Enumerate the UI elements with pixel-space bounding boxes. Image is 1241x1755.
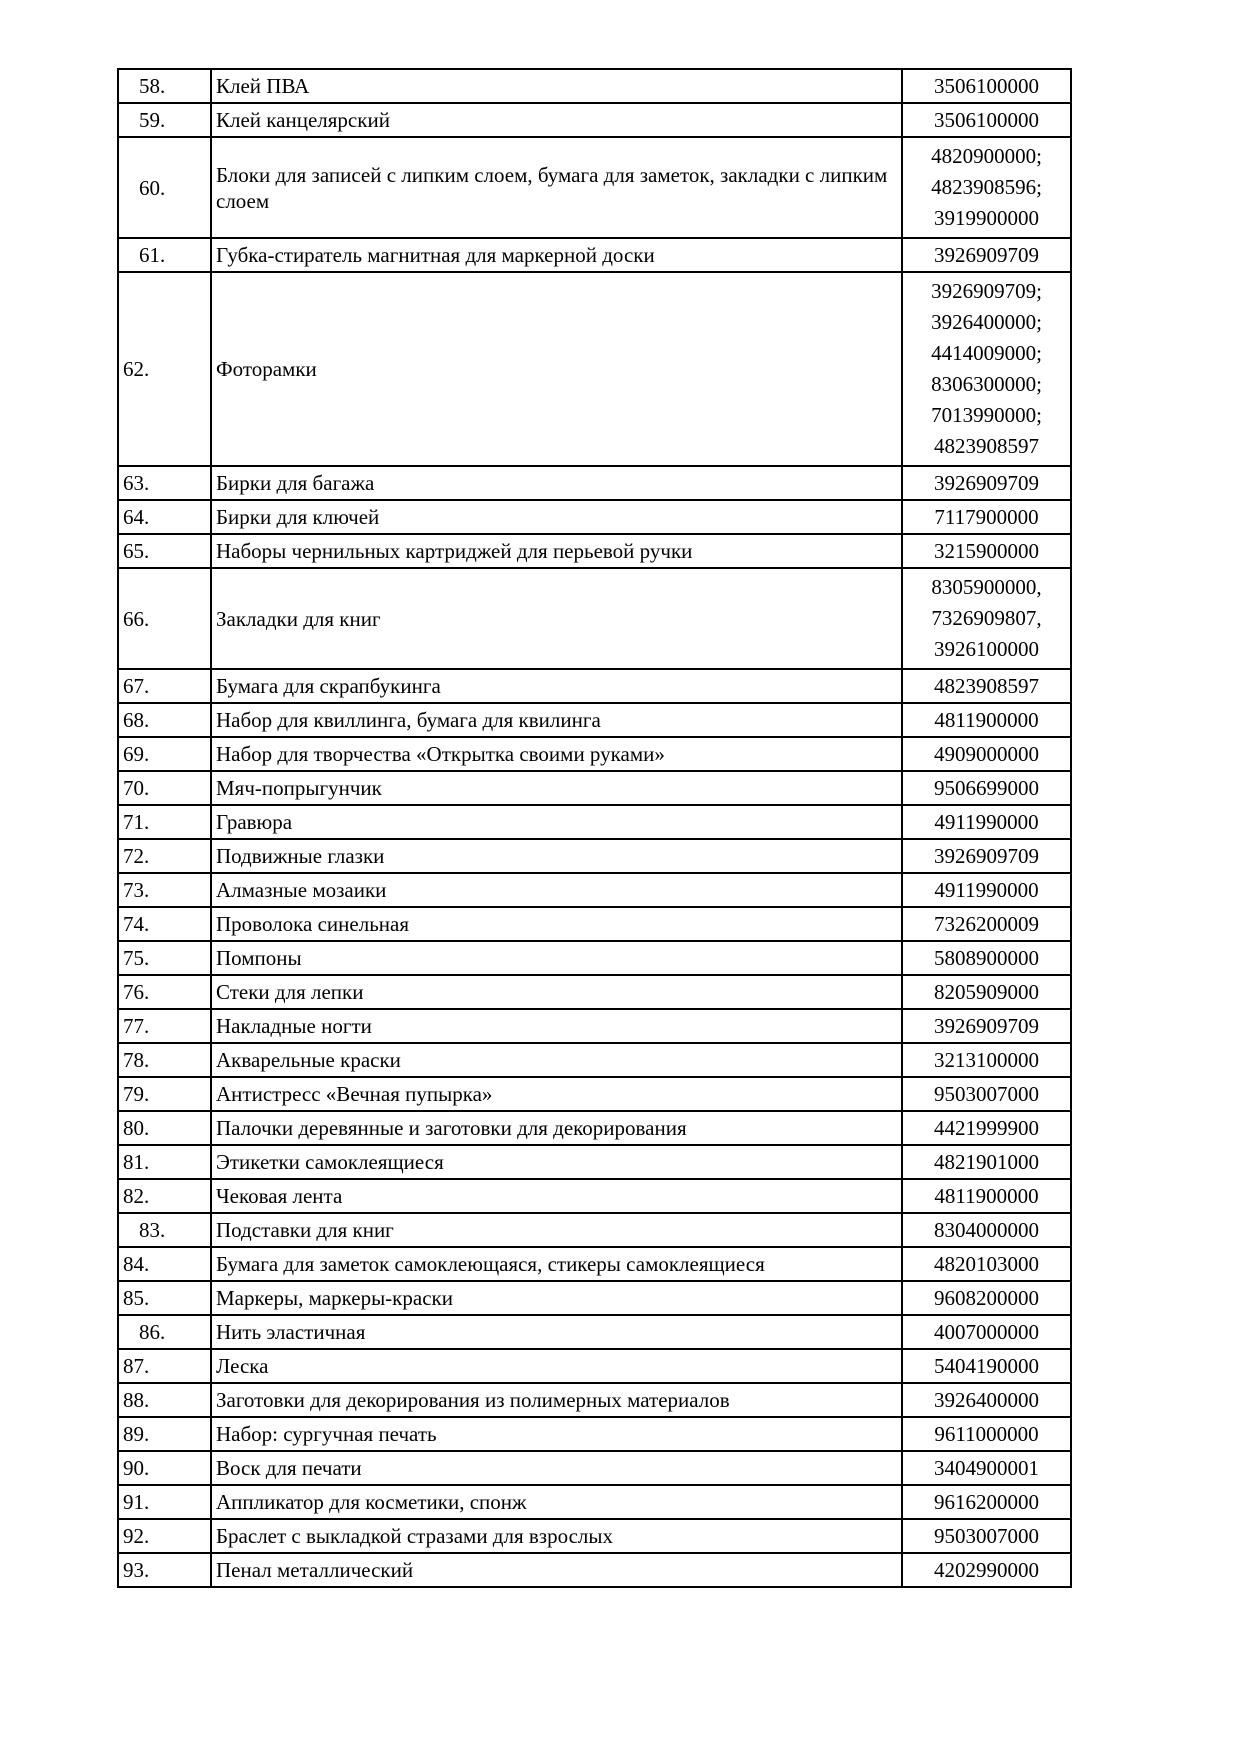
table-row bbox=[118, 907, 1071, 941]
item-code-cell bbox=[902, 69, 1071, 103]
item-code-cell bbox=[902, 907, 1071, 941]
row-number-cell: 62. bbox=[118, 272, 211, 466]
item-name-cell: Воск для печати bbox=[211, 1451, 902, 1485]
code-line: 9611000000 bbox=[934, 1422, 1039, 1446]
table-row bbox=[118, 1111, 1071, 1145]
item-code-cell bbox=[902, 1485, 1071, 1519]
code-line: 4820900000; bbox=[931, 144, 1042, 168]
code-line: 4911990000 bbox=[934, 878, 1039, 902]
code-line: 9506699000 bbox=[934, 776, 1039, 800]
table-row bbox=[118, 1383, 1071, 1417]
table-row bbox=[118, 1553, 1071, 1587]
item-name-cell: Этикетки самоклеящиеся bbox=[211, 1145, 902, 1179]
item-name-cell: Набор для квиллинга, бумага для квилинга bbox=[211, 703, 902, 737]
item-name-cell: Клей канцелярский bbox=[211, 103, 902, 137]
code-line: 7013990000; bbox=[931, 403, 1042, 427]
row-number-cell: 89. bbox=[118, 1417, 211, 1451]
row-number-cell: 65. bbox=[118, 534, 211, 568]
table-row bbox=[118, 737, 1071, 771]
row-number-cell: 80. bbox=[118, 1111, 211, 1145]
row-number-cell: 60. bbox=[118, 137, 211, 238]
item-code-cell bbox=[902, 805, 1071, 839]
table-row bbox=[118, 466, 1071, 500]
row-number-cell: 84. bbox=[118, 1247, 211, 1281]
row-number-cell: 59. bbox=[118, 103, 211, 137]
table-row bbox=[118, 771, 1071, 805]
code-line: 9608200000 bbox=[934, 1286, 1039, 1310]
item-code-cell bbox=[902, 466, 1071, 500]
row-number-cell: 87. bbox=[118, 1349, 211, 1383]
table-row bbox=[118, 703, 1071, 737]
row-number-cell: 79. bbox=[118, 1077, 211, 1111]
row-number-cell: 69. bbox=[118, 737, 211, 771]
code-line: 3926909709 bbox=[934, 1014, 1039, 1038]
item-name-cell: Фоторамки bbox=[211, 272, 902, 466]
item-name-cell: Леска bbox=[211, 1349, 902, 1383]
code-line: 4811900000 bbox=[934, 1184, 1039, 1208]
item-name-cell: Аппликатор для косметики, спонж bbox=[211, 1485, 902, 1519]
item-code-cell bbox=[902, 703, 1071, 737]
item-name-cell: Подставки для книг bbox=[211, 1213, 902, 1247]
item-name-cell: Закладки для книг bbox=[211, 568, 902, 669]
items-table-body bbox=[118, 69, 1071, 1587]
row-number-cell: 72. bbox=[118, 839, 211, 873]
item-name-cell: Блоки для записей с липким слоем, бумага для заметок, закладки с липким слоем bbox=[211, 137, 902, 238]
table-row bbox=[118, 69, 1071, 103]
item-name-cell: Губка-стиратель магнитная для маркерной доски bbox=[211, 238, 902, 272]
code-line: 3506100000 bbox=[934, 108, 1039, 132]
code-line: 4820103000 bbox=[934, 1252, 1039, 1276]
row-number-cell: 85. bbox=[118, 1281, 211, 1315]
item-code-cell bbox=[902, 1145, 1071, 1179]
item-name-cell: Нить эластичная bbox=[211, 1315, 902, 1349]
table-row bbox=[118, 1043, 1071, 1077]
table-row bbox=[118, 1349, 1071, 1383]
row-number-cell: 92. bbox=[118, 1519, 211, 1553]
table-row bbox=[118, 1485, 1071, 1519]
item-name-cell: Пенал металлический bbox=[211, 1553, 902, 1587]
code-line: 3926909709 bbox=[934, 844, 1039, 868]
table-row bbox=[118, 568, 1071, 669]
code-line: 4909000000 bbox=[934, 742, 1039, 766]
row-number-cell: 88. bbox=[118, 1383, 211, 1417]
item-code-cell bbox=[902, 1247, 1071, 1281]
item-name-cell: Гравюра bbox=[211, 805, 902, 839]
item-code-cell bbox=[902, 238, 1071, 272]
item-name-cell: Стеки для лепки bbox=[211, 975, 902, 1009]
code-line: 7326200009 bbox=[934, 912, 1039, 936]
code-line: 3926100000 bbox=[934, 637, 1039, 661]
item-code-cell bbox=[902, 1213, 1071, 1247]
item-code-cell bbox=[902, 1009, 1071, 1043]
code-line: 4007000000 bbox=[934, 1320, 1039, 1344]
table-row bbox=[118, 1145, 1071, 1179]
row-number-cell: 91. bbox=[118, 1485, 211, 1519]
item-code-cell bbox=[902, 839, 1071, 873]
code-line: 3926909709; bbox=[931, 279, 1042, 303]
item-code-cell bbox=[902, 737, 1071, 771]
item-name-cell: Бирки для багажа bbox=[211, 466, 902, 500]
item-name-cell: Набор: сургучная печать bbox=[211, 1417, 902, 1451]
item-name-cell: Помпоны bbox=[211, 941, 902, 975]
row-number-cell: 67. bbox=[118, 669, 211, 703]
table-row bbox=[118, 500, 1071, 534]
item-code-cell bbox=[902, 941, 1071, 975]
item-name-cell: Наборы чернильных картриджей для перьевой ручки bbox=[211, 534, 902, 568]
table-row bbox=[118, 1247, 1071, 1281]
item-name-cell: Набор для творчества «Открытка своими руками» bbox=[211, 737, 902, 771]
code-line: 7326909807, bbox=[931, 606, 1042, 630]
row-number-cell: 66. bbox=[118, 568, 211, 669]
code-line: 3919900000 bbox=[934, 206, 1039, 230]
item-code-cell bbox=[902, 1281, 1071, 1315]
table-row bbox=[118, 1519, 1071, 1553]
item-code-cell bbox=[902, 500, 1071, 534]
code-line: 4414009000; bbox=[931, 341, 1042, 365]
item-code-cell bbox=[902, 534, 1071, 568]
code-line: 3926909709 bbox=[934, 471, 1039, 495]
item-name-cell: Накладные ногти bbox=[211, 1009, 902, 1043]
code-line: 9503007000 bbox=[934, 1082, 1039, 1106]
table-row bbox=[118, 1179, 1071, 1213]
table-row bbox=[118, 805, 1071, 839]
item-code-cell bbox=[902, 1451, 1071, 1485]
code-line: 3926400000; bbox=[931, 310, 1042, 334]
row-number-cell: 81. bbox=[118, 1145, 211, 1179]
code-line: 4911990000 bbox=[934, 810, 1039, 834]
item-code-cell bbox=[902, 975, 1071, 1009]
item-code-cell bbox=[902, 1043, 1071, 1077]
item-code-cell bbox=[902, 1417, 1071, 1451]
item-name-cell: Браслет с выкладкой стразами для взрослых bbox=[211, 1519, 902, 1553]
row-number-cell: 90. bbox=[118, 1451, 211, 1485]
code-line: 8205909000 bbox=[934, 980, 1039, 1004]
table-row bbox=[118, 941, 1071, 975]
code-line: 4823908596; bbox=[931, 175, 1042, 199]
table-row bbox=[118, 103, 1071, 137]
item-code-cell bbox=[902, 1383, 1071, 1417]
item-code-cell bbox=[902, 1179, 1071, 1213]
table-row bbox=[118, 1281, 1071, 1315]
row-number-cell: 63. bbox=[118, 466, 211, 500]
item-name-cell: Маркеры, маркеры-краски bbox=[211, 1281, 902, 1315]
code-line: 3506100000 bbox=[934, 74, 1039, 98]
code-line: 4821901000 bbox=[934, 1150, 1039, 1174]
row-number-cell: 75. bbox=[118, 941, 211, 975]
code-line: 5404190000 bbox=[934, 1354, 1039, 1378]
code-line: 3404900001 bbox=[934, 1456, 1039, 1480]
row-number-cell: 83. bbox=[118, 1213, 211, 1247]
code-line: 3215900000 bbox=[934, 539, 1039, 563]
code-line: 4823908597 bbox=[934, 674, 1039, 698]
row-number-cell: 58. bbox=[118, 69, 211, 103]
item-name-cell: Клей ПВА bbox=[211, 69, 902, 103]
row-number-cell: 71. bbox=[118, 805, 211, 839]
code-line: 4421999900 bbox=[934, 1116, 1039, 1140]
items-table bbox=[117, 68, 1072, 1588]
table-row bbox=[118, 1077, 1071, 1111]
item-code-cell bbox=[902, 1553, 1071, 1587]
row-number-cell: 77. bbox=[118, 1009, 211, 1043]
table-row bbox=[118, 137, 1071, 238]
item-code-cell bbox=[902, 568, 1071, 669]
code-line: 3926400000 bbox=[934, 1388, 1039, 1412]
item-code-cell bbox=[902, 272, 1071, 466]
item-name-cell: Бирки для ключей bbox=[211, 500, 902, 534]
table-row bbox=[118, 1009, 1071, 1043]
table-row bbox=[118, 873, 1071, 907]
row-number-cell: 82. bbox=[118, 1179, 211, 1213]
table-row bbox=[118, 839, 1071, 873]
table-row bbox=[118, 975, 1071, 1009]
table-row bbox=[118, 272, 1071, 466]
code-line: 3213100000 bbox=[934, 1048, 1039, 1072]
item-name-cell: Алмазные мозаики bbox=[211, 873, 902, 907]
row-number-cell: 70. bbox=[118, 771, 211, 805]
table-row bbox=[118, 238, 1071, 272]
row-number-cell: 93. bbox=[118, 1553, 211, 1587]
code-line: 4811900000 bbox=[934, 708, 1039, 732]
item-name-cell: Заготовки для декорирования из полимерных материалов bbox=[211, 1383, 902, 1417]
item-code-cell bbox=[902, 1519, 1071, 1553]
item-code-cell bbox=[902, 1315, 1071, 1349]
item-code-cell bbox=[902, 1077, 1071, 1111]
item-code-cell bbox=[902, 669, 1071, 703]
table-row bbox=[118, 1213, 1071, 1247]
code-line: 5808900000 bbox=[934, 946, 1039, 970]
table-row bbox=[118, 1315, 1071, 1349]
row-number-cell: 74. bbox=[118, 907, 211, 941]
item-name-cell: Проволока синельная bbox=[211, 907, 902, 941]
table-row bbox=[118, 1417, 1071, 1451]
item-name-cell: Бумага для скрапбукинга bbox=[211, 669, 902, 703]
code-line: 3926909709 bbox=[934, 243, 1039, 267]
item-name-cell: Палочки деревянные и заготовки для декорирования bbox=[211, 1111, 902, 1145]
code-line: 8305900000, bbox=[931, 575, 1042, 599]
code-line: 4823908597 bbox=[934, 434, 1039, 458]
item-code-cell bbox=[902, 873, 1071, 907]
item-name-cell: Подвижные глазки bbox=[211, 839, 902, 873]
row-number-cell: 86. bbox=[118, 1315, 211, 1349]
code-line: 4202990000 bbox=[934, 1558, 1039, 1582]
item-code-cell bbox=[902, 137, 1071, 238]
item-code-cell bbox=[902, 103, 1071, 137]
item-code-cell bbox=[902, 771, 1071, 805]
item-code-cell bbox=[902, 1111, 1071, 1145]
table-row bbox=[118, 1451, 1071, 1485]
table-row bbox=[118, 669, 1071, 703]
item-name-cell: Мяч-попрыгунчик bbox=[211, 771, 902, 805]
item-name-cell: Бумага для заметок самоклеющаяся, стикеры самоклеящиеся bbox=[211, 1247, 902, 1281]
row-number-cell: 78. bbox=[118, 1043, 211, 1077]
row-number-cell: 73. bbox=[118, 873, 211, 907]
code-line: 8304000000 bbox=[934, 1218, 1039, 1242]
item-name-cell: Акварельные краски bbox=[211, 1043, 902, 1077]
row-number-cell: 61. bbox=[118, 238, 211, 272]
row-number-cell: 76. bbox=[118, 975, 211, 1009]
code-line: 9503007000 bbox=[934, 1524, 1039, 1548]
code-line: 7117900000 bbox=[934, 505, 1039, 529]
row-number-cell: 64. bbox=[118, 500, 211, 534]
code-line: 9616200000 bbox=[934, 1490, 1039, 1514]
item-code-cell bbox=[902, 1349, 1071, 1383]
item-name-cell: Чековая лента bbox=[211, 1179, 902, 1213]
row-number-cell: 68. bbox=[118, 703, 211, 737]
item-name-cell: Антистресс «Вечная пупырка» bbox=[211, 1077, 902, 1111]
table-row bbox=[118, 534, 1071, 568]
code-line: 8306300000; bbox=[931, 372, 1042, 396]
